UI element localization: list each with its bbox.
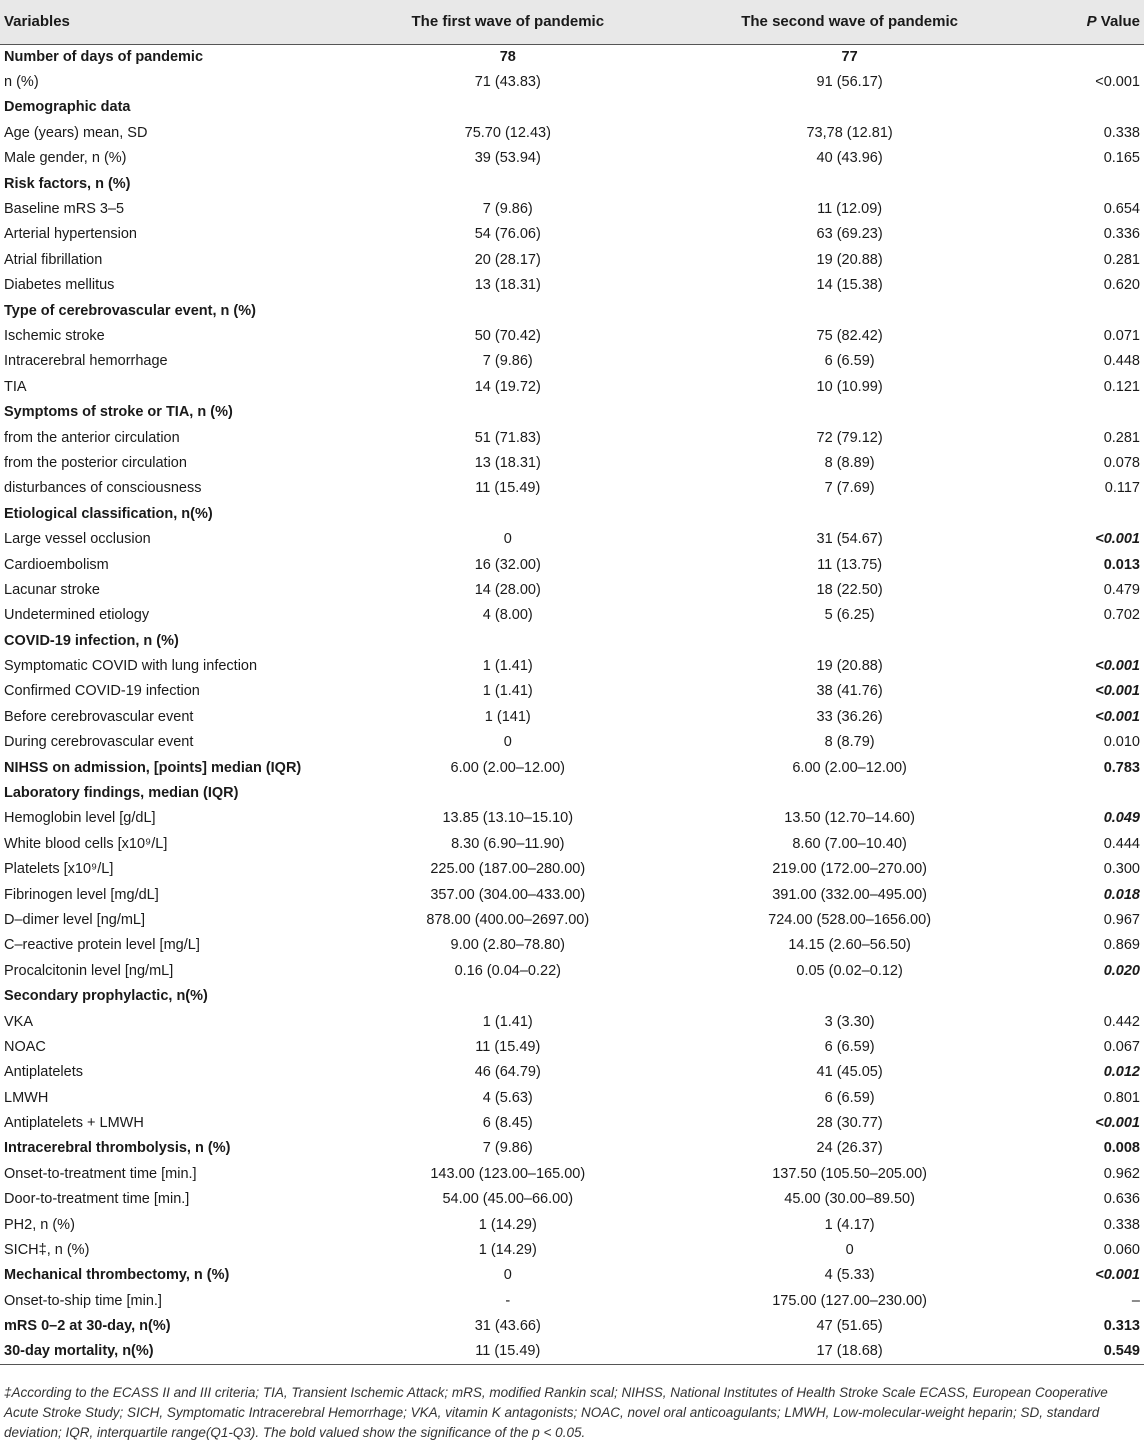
row-label: TIA bbox=[4, 378, 27, 395]
row-label: Onset-to-treatment time [min.] bbox=[4, 1165, 197, 1182]
table-row bbox=[0, 399, 1144, 424]
row-label: Number of days of pandemic bbox=[4, 48, 204, 65]
second-wave-value bbox=[679, 780, 1021, 805]
first-wave-value: 0 bbox=[503, 734, 512, 751]
p-value: <0.001 bbox=[1095, 531, 1140, 548]
header-p-value: P Value bbox=[1021, 0, 1144, 44]
table-row bbox=[0, 603, 1144, 628]
p-value: 0.869 bbox=[1103, 937, 1140, 954]
first-wave-value: 0 bbox=[503, 1267, 512, 1284]
table-row bbox=[0, 450, 1144, 475]
first-wave-value: 6 (8.45) bbox=[482, 1115, 533, 1132]
first-wave-value: 4 (5.63) bbox=[482, 1089, 533, 1106]
first-wave-value: 39 (53.94) bbox=[474, 150, 541, 167]
p-value: 0.060 bbox=[1103, 1242, 1140, 1259]
p-value: <0.001 bbox=[1095, 708, 1140, 725]
second-wave-value: 7 (7.69) bbox=[824, 480, 875, 497]
row-label: Secondary prophylactic, n(%) bbox=[4, 988, 208, 1005]
second-wave-value: 91 (56.17) bbox=[816, 74, 883, 91]
p-value: 0.071 bbox=[1103, 327, 1140, 344]
first-wave-value bbox=[337, 628, 679, 653]
first-wave-value: 1 (14.29) bbox=[478, 1242, 537, 1259]
first-wave-value: 51 (71.83) bbox=[474, 429, 541, 446]
p-value: 0.018 bbox=[1103, 886, 1140, 903]
table-row bbox=[0, 95, 1144, 120]
second-wave-value bbox=[679, 298, 1021, 323]
first-wave-value: 54.00 (45.00–66.00) bbox=[442, 1191, 574, 1208]
second-wave-value: 19 (20.88) bbox=[816, 251, 883, 268]
first-wave-value: 75.70 (12.43) bbox=[464, 124, 551, 141]
table-row bbox=[0, 171, 1144, 196]
table-header-row bbox=[0, 0, 1144, 44]
row-label: Lacunar stroke bbox=[4, 581, 100, 598]
second-wave-value: 8 (8.79) bbox=[824, 734, 875, 751]
second-wave-value: 77 bbox=[841, 48, 858, 65]
first-wave-value bbox=[337, 171, 679, 196]
p-value: 0.338 bbox=[1103, 124, 1140, 141]
first-wave-value: 1 (14.29) bbox=[478, 1216, 537, 1233]
row-label: disturbances of consciousness bbox=[4, 480, 202, 497]
table-row bbox=[0, 1110, 1144, 1135]
row-label: COVID-19 infection, n (%) bbox=[4, 632, 179, 649]
second-wave-value: 72 (79.12) bbox=[816, 429, 883, 446]
row-label: Atrial fibrillation bbox=[4, 251, 103, 268]
p-value: 0.442 bbox=[1103, 1013, 1140, 1030]
table-row bbox=[0, 1009, 1144, 1034]
row-label: SICH‡, n (%) bbox=[4, 1242, 90, 1259]
row-label: Arterial hypertension bbox=[4, 226, 137, 243]
table-row bbox=[0, 1237, 1144, 1262]
table-row bbox=[0, 323, 1144, 348]
row-label: Confirmed COVID-19 infection bbox=[4, 683, 200, 700]
second-wave-value: 45.00 (30.00–89.50) bbox=[784, 1191, 915, 1208]
row-label: mRS 0–2 at 30-day, n(%) bbox=[4, 1318, 171, 1335]
second-wave-value: 8.60 (7.00–10.40) bbox=[792, 835, 907, 852]
p-value: 0.549 bbox=[1021, 1339, 1144, 1364]
table-row bbox=[0, 247, 1144, 272]
first-wave-value: 225.00 (187.00–280.00) bbox=[430, 861, 586, 878]
row-label: PH2, n (%) bbox=[4, 1216, 75, 1233]
table-row bbox=[0, 882, 1144, 907]
row-label: Fibrinogen level [mg/dL] bbox=[4, 886, 159, 903]
row-label: Platelets [x10⁹/L] bbox=[4, 861, 114, 878]
p-value: <0.001 bbox=[1095, 74, 1140, 91]
table-row bbox=[0, 146, 1144, 171]
table-row bbox=[0, 1212, 1144, 1237]
p-value bbox=[1021, 501, 1144, 526]
p-value: <0.001 bbox=[1095, 683, 1140, 700]
table-row bbox=[0, 1187, 1144, 1212]
table-row bbox=[0, 298, 1144, 323]
p-value bbox=[1021, 44, 1144, 69]
table-row bbox=[0, 704, 1144, 729]
table-row bbox=[0, 1288, 1144, 1313]
first-wave-value: 6.00 (2.00–12.00) bbox=[450, 759, 566, 776]
table-row bbox=[0, 1263, 1144, 1288]
second-wave-value: 40 (43.96) bbox=[816, 150, 883, 167]
second-wave-value: 31 (54.67) bbox=[816, 531, 883, 548]
p-value: 0.620 bbox=[1103, 277, 1140, 294]
first-wave-value: 1 (1.41) bbox=[482, 683, 533, 700]
second-wave-value: 33 (36.26) bbox=[816, 708, 883, 725]
second-wave-value bbox=[679, 628, 1021, 653]
table-row bbox=[0, 755, 1144, 780]
p-value: 0.067 bbox=[1103, 1038, 1140, 1055]
first-wave-value: 7 (9.86) bbox=[482, 201, 533, 218]
row-label: Hemoglobin level [g/dL] bbox=[4, 810, 156, 827]
table-row bbox=[0, 907, 1144, 932]
second-wave-value: 75 (82.42) bbox=[816, 327, 883, 344]
first-wave-value: 0 bbox=[503, 531, 512, 548]
row-label: Before cerebrovascular event bbox=[4, 708, 194, 725]
row-label: Demographic data bbox=[4, 99, 131, 116]
row-label: During cerebrovascular event bbox=[4, 734, 194, 751]
row-label: Intracerebral hemorrhage bbox=[4, 353, 168, 370]
row-label: Door-to-treatment time [min.] bbox=[4, 1191, 190, 1208]
p-value: 0.012 bbox=[1103, 1064, 1140, 1081]
p-value: 0.121 bbox=[1103, 378, 1140, 395]
row-label: Risk factors, n (%) bbox=[4, 175, 131, 192]
second-wave-value: 73,78 (12.81) bbox=[806, 124, 893, 141]
row-label: from the anterior circulation bbox=[4, 429, 180, 446]
first-wave-value: 13.85 (13.10–15.10) bbox=[442, 810, 574, 827]
row-label: Antiplatelets + LMWH bbox=[4, 1115, 144, 1132]
second-wave-value: 11 (13.75) bbox=[817, 556, 883, 573]
p-value bbox=[1021, 298, 1144, 323]
header-variables: Variables bbox=[0, 0, 337, 44]
p-value bbox=[1021, 95, 1144, 120]
p-value: 0.444 bbox=[1103, 835, 1140, 852]
header-second-wave: The second wave of pandemic bbox=[679, 0, 1021, 44]
row-label: NOAC bbox=[4, 1038, 46, 1055]
p-value: 0.300 bbox=[1103, 861, 1140, 878]
first-wave-value bbox=[337, 780, 679, 805]
p-value: 0.654 bbox=[1103, 201, 1140, 218]
table-row bbox=[0, 425, 1144, 450]
first-wave-value: 14 (19.72) bbox=[474, 378, 541, 395]
table-row bbox=[0, 628, 1144, 653]
second-wave-value: 24 (26.37) bbox=[816, 1140, 883, 1157]
first-wave-value: 7 (9.86) bbox=[482, 1140, 533, 1157]
second-wave-value: 18 (22.50) bbox=[816, 581, 883, 598]
second-wave-value: 6.00 (2.00–12.00) bbox=[792, 759, 907, 776]
second-wave-value bbox=[679, 983, 1021, 1008]
p-value: 0.338 bbox=[1103, 1216, 1140, 1233]
table-row bbox=[0, 1034, 1144, 1059]
table-row bbox=[0, 653, 1144, 678]
p-value: – bbox=[1131, 1292, 1140, 1309]
first-wave-value: 9.00 (2.80–78.80) bbox=[450, 937, 566, 954]
second-wave-value: 6 (6.59) bbox=[824, 353, 875, 370]
first-wave-value: 4 (8.00) bbox=[482, 607, 533, 624]
second-wave-value: 28 (30.77) bbox=[816, 1115, 883, 1132]
table-row bbox=[0, 526, 1144, 551]
second-wave-value bbox=[679, 399, 1021, 424]
row-label: Procalcitonin level [ng/mL] bbox=[4, 962, 174, 979]
first-wave-value bbox=[337, 983, 679, 1008]
row-label: Diabetes mellitus bbox=[4, 277, 115, 294]
first-wave-value: - bbox=[505, 1292, 511, 1309]
p-value: 0.313 bbox=[1103, 1318, 1140, 1335]
first-wave-value bbox=[337, 95, 679, 120]
p-value: 0.783 bbox=[1103, 759, 1140, 776]
first-wave-value: 8.30 (6.90–11.90) bbox=[451, 835, 565, 852]
second-wave-value: 19 (20.88) bbox=[816, 658, 883, 675]
p-value: 0.962 bbox=[1103, 1165, 1140, 1182]
table-body bbox=[0, 44, 1144, 1364]
table-row bbox=[0, 120, 1144, 145]
table-row bbox=[0, 1339, 1144, 1364]
p-value bbox=[1021, 983, 1144, 1008]
second-wave-value bbox=[679, 501, 1021, 526]
p-value: 0.010 bbox=[1103, 734, 1140, 751]
row-label: LMWH bbox=[4, 1089, 49, 1106]
first-wave-value: 357.00 (304.00–433.00) bbox=[430, 886, 586, 903]
table-row bbox=[0, 958, 1144, 983]
first-wave-value: 50 (70.42) bbox=[474, 327, 541, 344]
second-wave-value: 17 (18.68) bbox=[679, 1339, 1021, 1364]
p-value: 0.479 bbox=[1103, 581, 1140, 598]
second-wave-value: 137.50 (105.50–205.00) bbox=[772, 1165, 927, 1182]
row-label: from the posterior circulation bbox=[4, 454, 187, 471]
p-value: 0.281 bbox=[1103, 429, 1140, 446]
row-label: Onset-to-ship time [min.] bbox=[4, 1292, 162, 1309]
first-wave-value: 878.00 (400.00–2697.00) bbox=[426, 911, 590, 928]
row-label: Baseline mRS 3–5 bbox=[4, 201, 125, 218]
table-row bbox=[0, 1314, 1144, 1339]
table-row bbox=[0, 577, 1144, 602]
table-footnote: ‡According to the ECASS II and III criteria; TIA, Transient Ischemic Attack; mRS, modified Rankin scal; NIHSS, National Institutes of Health Stroke Scale ECASS, European Cooperative Acute Stroke Study; SICH, Symptomatic Intracerebral Hemorrhage; VKA, vitamin K antagonists; NOAC, novel oral anticoagulants; LMWH, Low-molecular-weight heparin; SD, standard deviation; IQR, interquartile range(Q1-Q3). The bold valued show the significance of the p < 0.05. bbox=[4, 1385, 1108, 1440]
second-wave-value: 3 (3.30) bbox=[824, 1013, 875, 1030]
table-row bbox=[0, 730, 1144, 755]
second-wave-value: 5 (6.25) bbox=[824, 607, 875, 624]
second-wave-value: 0.05 (0.02–0.12) bbox=[796, 962, 903, 979]
table-row bbox=[0, 780, 1144, 805]
p-value: 0.049 bbox=[1103, 810, 1140, 827]
table-row bbox=[0, 1136, 1144, 1161]
second-wave-value: 14.15 (2.60–56.50) bbox=[788, 937, 911, 954]
p-value: 0.801 bbox=[1103, 1089, 1140, 1106]
row-label: Type of cerebrovascular event, n (%) bbox=[4, 302, 256, 319]
first-wave-value: 11 (15.49) bbox=[337, 1339, 679, 1364]
second-wave-value: 47 (51.65) bbox=[816, 1318, 883, 1335]
table-row bbox=[0, 831, 1144, 856]
p-value: 0.008 bbox=[1103, 1140, 1140, 1157]
row-label: Cardioembolism bbox=[4, 556, 109, 573]
first-wave-value: 31 (43.66) bbox=[474, 1318, 541, 1335]
table-row bbox=[0, 1161, 1144, 1186]
row-label: Laboratory findings, median (IQR) bbox=[4, 785, 239, 802]
first-wave-value: 16 (32.00) bbox=[474, 556, 541, 573]
row-label: Antiplatelets bbox=[4, 1064, 83, 1081]
second-wave-value: 8 (8.89) bbox=[824, 454, 875, 471]
row-label: Etiological classification, n(%) bbox=[4, 505, 213, 522]
table-row bbox=[0, 222, 1144, 247]
row-label: White blood cells [x10⁹/L] bbox=[4, 835, 168, 852]
p-value: 0.165 bbox=[1103, 150, 1140, 167]
first-wave-value: 46 (64.79) bbox=[474, 1064, 541, 1081]
second-wave-value: 4 (5.33) bbox=[824, 1267, 875, 1284]
second-wave-value: 13.50 (12.70–14.60) bbox=[784, 810, 915, 827]
second-wave-value: 391.00 (332.00–495.00) bbox=[772, 886, 927, 903]
second-wave-value: 38 (41.76) bbox=[816, 683, 883, 700]
second-wave-value: 0 bbox=[845, 1242, 854, 1259]
row-label: Intracerebral thrombolysis, n (%) bbox=[4, 1140, 231, 1157]
table-row bbox=[0, 501, 1144, 526]
first-wave-value: 54 (76.06) bbox=[474, 226, 541, 243]
second-wave-value: 1 (4.17) bbox=[824, 1216, 875, 1233]
row-label: Large vessel occlusion bbox=[4, 531, 151, 548]
second-wave-value: 724.00 (528.00–1656.00) bbox=[768, 911, 932, 928]
second-wave-value: 6 (6.59) bbox=[824, 1038, 875, 1055]
first-wave-value: 1 (1.41) bbox=[482, 1013, 533, 1030]
first-wave-value: 143.00 (123.00–165.00) bbox=[430, 1165, 586, 1182]
p-value: 0.967 bbox=[1103, 911, 1140, 928]
p-value: 0.636 bbox=[1103, 1191, 1140, 1208]
first-wave-value: 1 (141) bbox=[484, 708, 531, 725]
p-value: 0.078 bbox=[1103, 454, 1140, 471]
table-row bbox=[0, 273, 1144, 298]
row-label: n (%) bbox=[4, 74, 39, 91]
p-value: 0.020 bbox=[1103, 962, 1140, 979]
p-value: <0.001 bbox=[1095, 1115, 1140, 1132]
first-wave-value: 78 bbox=[499, 48, 516, 65]
table-row bbox=[0, 1060, 1144, 1085]
p-value: <0.001 bbox=[1095, 658, 1140, 675]
table-row bbox=[0, 476, 1144, 501]
table-row bbox=[0, 933, 1144, 958]
table-row bbox=[0, 349, 1144, 374]
row-label: Symptoms of stroke or TIA, n (%) bbox=[4, 404, 233, 421]
header-first-wave: The first wave of pandemic bbox=[337, 0, 679, 44]
p-value: 0.702 bbox=[1103, 607, 1140, 624]
second-wave-value: 10 (10.99) bbox=[816, 378, 883, 395]
table-row bbox=[0, 552, 1144, 577]
row-label: C–reactive protein level [mg/L] bbox=[4, 937, 200, 954]
table-row bbox=[0, 1085, 1144, 1110]
table-row bbox=[0, 679, 1144, 704]
first-wave-value: 0.16 (0.04–0.22) bbox=[454, 962, 561, 979]
p-value: 0.336 bbox=[1103, 226, 1140, 243]
row-label: Undetermined etiology bbox=[4, 607, 150, 624]
second-wave-value: 219.00 (172.00–270.00) bbox=[772, 861, 927, 878]
second-wave-value bbox=[679, 95, 1021, 120]
second-wave-value: 63 (69.23) bbox=[816, 226, 883, 243]
first-wave-value bbox=[337, 298, 679, 323]
table-row bbox=[0, 44, 1144, 69]
first-wave-value: 14 (28.00) bbox=[474, 581, 541, 598]
row-label: 30-day mortality, n(%) bbox=[0, 1339, 337, 1364]
p-value: 0.448 bbox=[1103, 353, 1140, 370]
second-wave-value: 175.00 (127.00–230.00) bbox=[772, 1292, 927, 1309]
second-wave-value: 41 (45.05) bbox=[816, 1064, 883, 1081]
row-label: D–dimer level [ng/mL] bbox=[4, 911, 146, 928]
p-value bbox=[1021, 399, 1144, 424]
first-wave-value bbox=[337, 399, 679, 424]
first-wave-value: 1 (1.41) bbox=[482, 658, 533, 675]
p-value bbox=[1021, 171, 1144, 196]
table-row bbox=[0, 857, 1144, 882]
table-row bbox=[0, 69, 1144, 94]
table-row bbox=[0, 374, 1144, 399]
row-label: Ischemic stroke bbox=[4, 327, 105, 344]
first-wave-value: 20 (28.17) bbox=[474, 251, 541, 268]
first-wave-value: 13 (18.31) bbox=[474, 454, 541, 471]
second-wave-value: 6 (6.59) bbox=[824, 1089, 875, 1106]
row-label: Age (years) mean, SD bbox=[4, 124, 148, 141]
p-value: 0.117 bbox=[1104, 480, 1140, 497]
table-row bbox=[0, 806, 1144, 831]
p-value bbox=[1021, 780, 1144, 805]
first-wave-value: 71 (43.83) bbox=[474, 74, 541, 91]
row-label: NIHSS on admission, [points] median (IQR) bbox=[4, 759, 302, 776]
second-wave-value bbox=[679, 171, 1021, 196]
p-value: 0.281 bbox=[1103, 251, 1140, 268]
first-wave-value: 13 (18.31) bbox=[474, 277, 541, 294]
p-value bbox=[1021, 628, 1144, 653]
p-value: 0.013 bbox=[1103, 556, 1140, 573]
row-label: Symptomatic COVID with lung infection bbox=[4, 658, 258, 675]
p-value: <0.001 bbox=[1095, 1267, 1140, 1284]
table-row bbox=[0, 196, 1144, 221]
row-label: Mechanical thrombectomy, n (%) bbox=[4, 1267, 230, 1284]
first-wave-value: 7 (9.86) bbox=[482, 353, 533, 370]
row-label: Male gender, n (%) bbox=[4, 150, 127, 167]
second-wave-value: 14 (15.38) bbox=[816, 277, 883, 294]
table-row bbox=[0, 983, 1144, 1008]
row-label: VKA bbox=[4, 1013, 34, 1030]
first-wave-value: 11 (15.49) bbox=[475, 480, 541, 497]
second-wave-value: 11 (12.09) bbox=[817, 201, 883, 218]
first-wave-value bbox=[337, 501, 679, 526]
first-wave-value: 11 (15.49) bbox=[475, 1038, 541, 1055]
